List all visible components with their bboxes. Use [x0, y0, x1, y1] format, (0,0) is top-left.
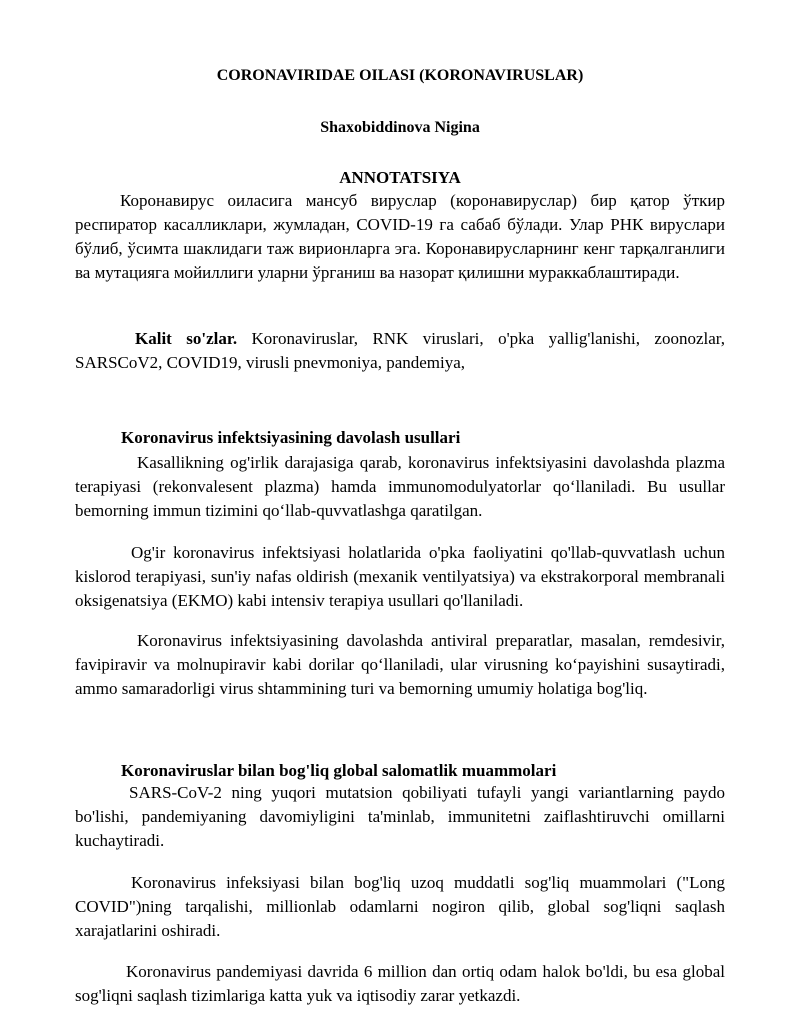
author-name: Shaxobiddinova Nigina: [320, 119, 480, 136]
treatment-paragraph-2: Og'ir koronavirus infektsiyasi holatlarida o'pka faoliyatini qo'llab-quvvatlash uchun kislorod terapiyasi, sun'iy nafas oldirish (mexanik ventilyatsiya) va ekstrakorporal membranali oksigenatsiya (EKMO) kabi intensiv terapiya usullari qo'llaniladi.: [75, 543, 725, 610]
annotation-heading: ANNOTATSIYA: [339, 168, 461, 187]
global-health-paragraph-2: Koronavirus infeksiyasi bilan bog'liq uzoq muddatli sog'liq muammolari ("Long COVID")ning tarqalishi, millionlab odamlarni nogiron qilib, global sog'liqni saqlash xarajatlarini oshiradi.: [75, 873, 725, 940]
treatment-paragraph-3: Koronavirus infektsiyasining davolashda antiviral preparatlar, masalan, remdesivir, favipiravir va molnupiravir kabi dorilar qo‘llaniladi, ular virusning ko‘payishini susaytiradi, ammo samaradorligi virus shtammining turi va bemorning umumiy holatiga bog'liq.: [75, 631, 725, 698]
annotation-text: Коронавирус оиласига мансуб вируслар (коронавируслар) бир қатор ўткир респиратор касалликлари, жумладан, COVID-19 га сабаб бўлади. Улар РНК вируслари бўлиб, ўсимта шаклидаги таж вирионларга эга. Коронавирусларнинг кенг тарқалганлиги ва мутацияга мойиллиги уларни ўрганиш ва назорат қилишни мураккаблаштиради.: [75, 191, 725, 282]
paper-title: CORONAVIRIDAE OILASI (KORONAVIRUSLAR): [216, 67, 584, 84]
keywords-label: Kalit so'zlar.: [135, 329, 238, 348]
section-heading-global-health: Koronaviruslar bilan bog'liq global salomatlik muammolari: [121, 761, 557, 780]
global-health-paragraph-1: SARS-CoV-2 ning yuqori mutatsion qobiliyati tufayli yangi variantlarning paydo bo'lishi, pandemiyaning davomiyligini ta'minlab, immunitetni zaiflashtiruvchi omillarni kuchaytiradi.: [75, 783, 725, 850]
keywords-paragraph: [75, 327, 725, 375]
keywords-text: Koronaviruslar, RNK viruslari, o'pka yallig'lanishi, zoonozlar, SARSCoV2, COVID19, virusli pnevmoniya, pandemiya,: [75, 329, 725, 372]
global-health-paragraph-3: Koronavirus pandemiyasi davrida 6 million dan ortiq odam halok bo'ldi, bu esa global sog'liqni saqlash tizimlariga katta yuk va iqtisodiy zarar yetkazdi.: [75, 962, 725, 1005]
treatment-paragraph-1: Kasallikning og'irlik darajasiga qarab, koronavirus infektsiyasini davolashda plazma terapiyasi (rekonvalesent plazma) hamda immunomodulyatorlar qo‘llaniladi. Bu usullar bemorning immun tizimini qo‘llab-quvvatlashga qaratilgan.: [75, 453, 725, 520]
section-heading-treatment: Koronavirus infektsiyasining davolash usullari: [121, 428, 461, 447]
